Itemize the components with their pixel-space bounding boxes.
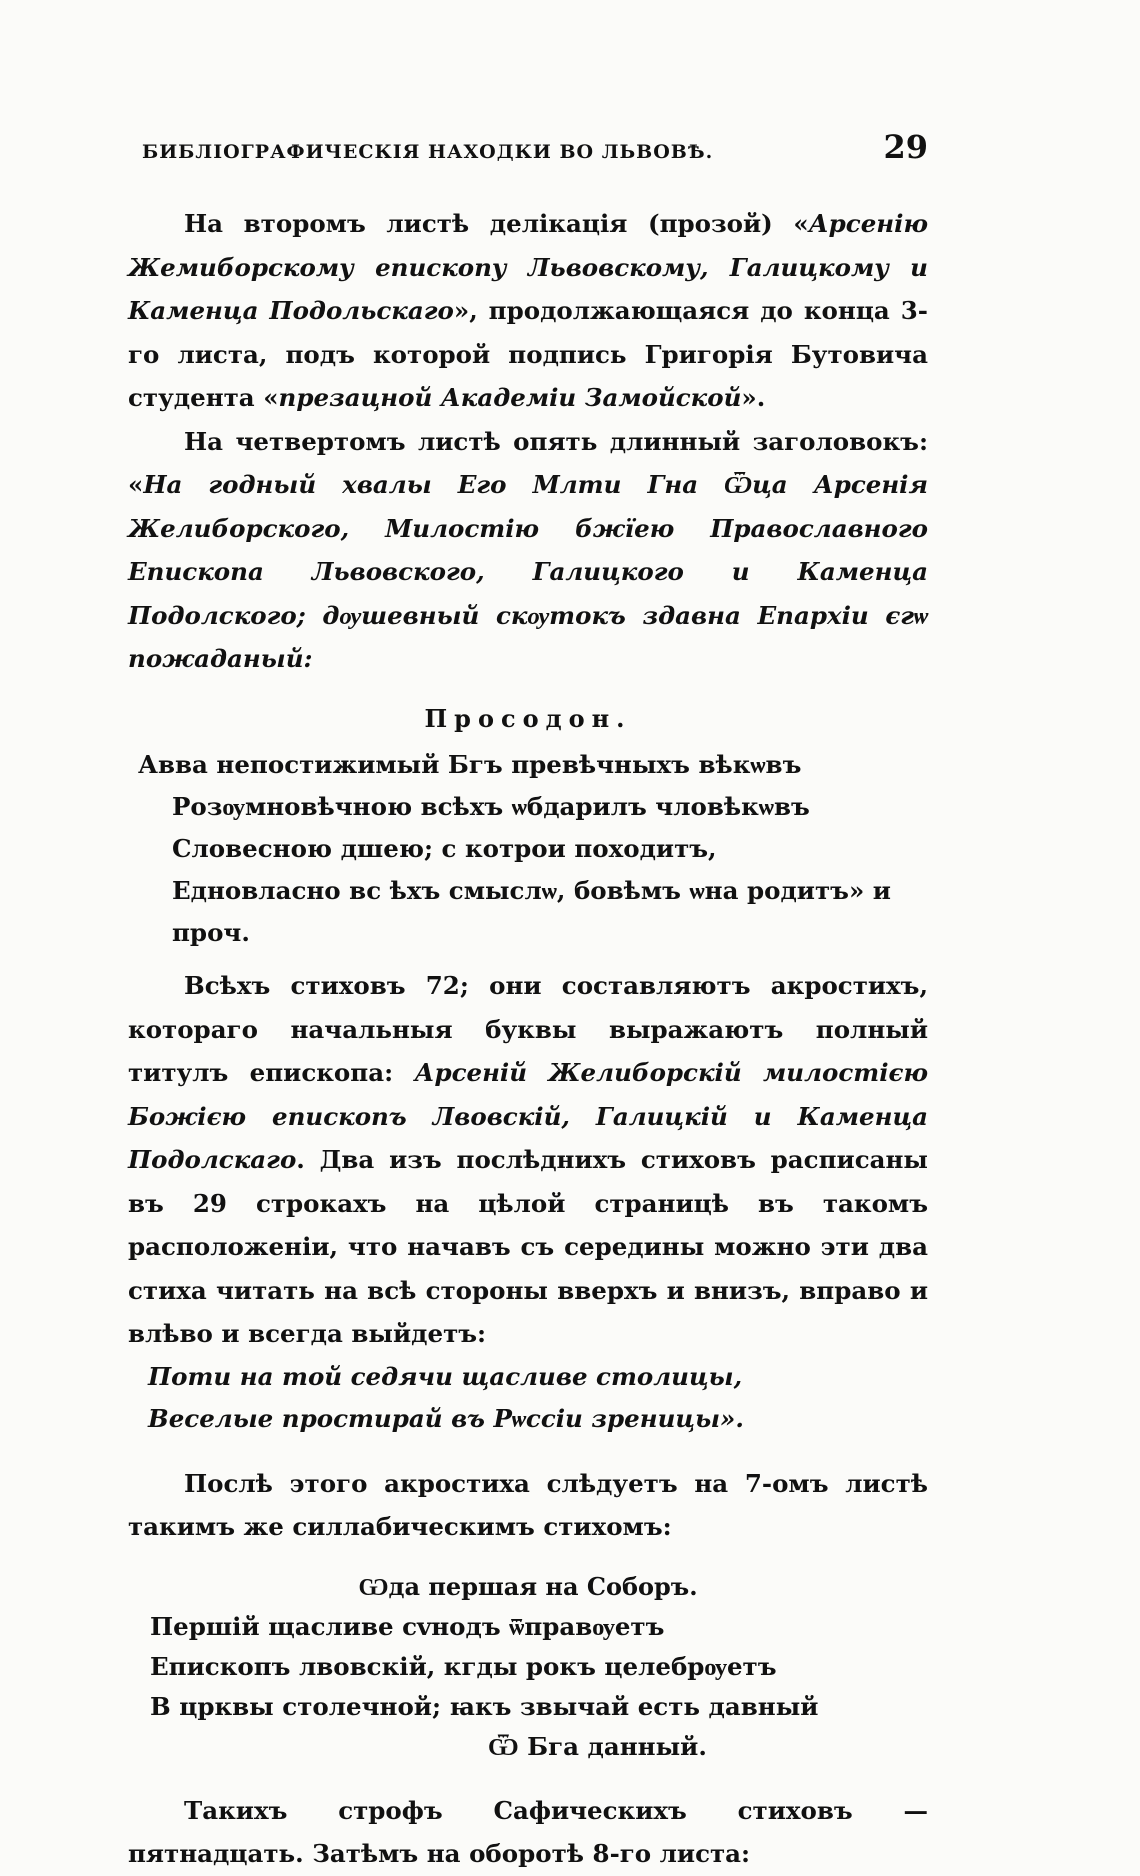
prosodion-verse [138, 744, 928, 954]
page-header [142, 128, 928, 166]
verse-line: Розѹмновѣчною всѣхъ ѡбдарилъ чловѣкѡвъ [172, 792, 810, 821]
ode-verse [138, 1607, 928, 1767]
academy-name: презацной Академіи Замойской [278, 383, 742, 412]
verse-line: Авва непостижимый Бгъ превѣчныхъ вѣкѡвъ [138, 750, 802, 779]
verse-line: Першій щасливе сvнодъ ѿправѹетъ [150, 1611, 665, 1641]
long-title: На годный хвалы Его Млти Гна Ѿца Арсенія Желиборского, Милостію бжїею Православного Епископа Львовского, Галицкого и Каменца Подолского; дѹшевный скѹтокъ здавна Епархіи єгѡ пожаданый: [128, 470, 928, 673]
bishop-title: Арсеній Желиборскій милостією Божією епископъ Лвовскій, Галицкій и Каменца Подолскаго [128, 1058, 928, 1174]
paragraph-strophes: Такихъ строфъ Сафическихъ стиховъ — пятнадцать. Затѣмъ на оборотѣ 8-го листа: [128, 1795, 928, 1868]
running-head: БИБЛІОГРАФИЧЕСКІЯ НАХОДКИ ВО ЛЬВОВѢ. [142, 141, 714, 163]
page-number: 29 [883, 128, 928, 166]
prosodion-heading: Просодон. [424, 703, 632, 733]
paragraph-acrostic: Всѣхъ стиховъ 72; они составляютъ акростихъ, котораго начальныя буквы выражаютъ полный титулъ епископа: Арсеній Желиборскій милостією Божією епископъ Лвовскій, Галицкій и Каменца Подолскаго. Два изъ послѣднихъ стиховъ расписаны въ 29 строкахъ на цѣлой страницѣ въ такомъ расположеніи, что начавъ съ середины можно эти два стиха читать на всѣ стороны вверхъ и внизъ, вправо и влѣво и всегда выйдетъ: [128, 971, 928, 1348]
paragraph-title: На четвертомъ листѣ опять длинный заголовокъ: «На годный хвалы Его Млти Гна Ѿца Арсенія Желиборского, Милостію бжїею Православного Епископа Львовского, Галицкого и Каменца Подолского; дѹшевный скѹтокъ здавна Епархіи єгѡ пожаданый: [128, 426, 928, 673]
verse-line: В црквы столечной; ꙗкъ звычай есть давный [150, 1691, 819, 1721]
body-text [128, 202, 928, 1876]
verse-line: Едновласно вс ѣхъ смыслѡ, бовѣмъ ѡна родитъ» и проч. [172, 876, 891, 947]
dedication-addressee: Арсенію Жемиборскому епископу Львовскому, Галицкому и Каменца Подольскаго [128, 209, 928, 325]
verse-line: Епископъ лвовскій, кгды рокъ целебрѹетъ [150, 1651, 777, 1681]
paragraph-dedication: На второмъ листѣ делікація (прозой) «Арсенію Жемиборскому епископу Львовскому, Галицкому и Каменца Подольскаго», продолжающаяся до конца 3-го листа, подъ которой подпись Григорія Бутовича студента «презацной Академіи Замойской». [128, 209, 928, 412]
paragraph-ode-intro: Послѣ этого акростиха слѣдуетъ на 7-омъ листѣ такимъ же силлабическимъ стихомъ: [128, 1468, 928, 1541]
verse-line: Поти на той седячи щасливе столицы, [148, 1361, 743, 1391]
italic-verse [138, 1356, 928, 1440]
verse-line: Ѿ Бга данный. [488, 1731, 707, 1761]
ode-heading: Ѡда першая на Соборъ. [358, 1571, 698, 1601]
verse-line: Словесною дшею; с котрои походитъ, [172, 834, 717, 863]
verse-line: Веселые простирай въ Рѡссіи зреницы». [148, 1403, 744, 1433]
